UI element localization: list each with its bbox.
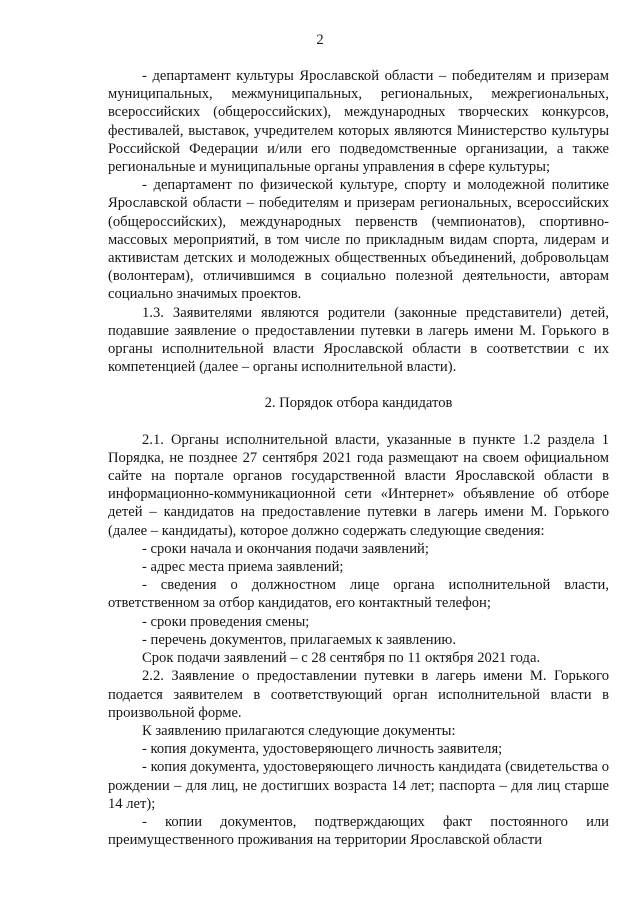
list-item-official: - сведения о должностном лице органа исполнительной власти, ответственном за отбор кандидатов, его контактный телефон; [108,577,609,612]
list-item-documents: - перечень документов, прилагаемых к заявлению. [142,631,456,648]
list-item-deadlines: - сроки начала и окончания подачи заявлений; [142,540,429,557]
list-item-address: - адрес места приема заявлений; [142,559,344,576]
document-body [108,67,609,849]
paragraph-attachments: К заявлению прилагаются следующие документы: [142,722,456,739]
list-item-session-dates: - сроки проведения смены; [142,613,310,630]
paragraph-1-3: 1.3. Заявителями являются родители (законные представители) детей, подавшие заявление о предоставлении путевки в лагерь имени М. Горького в органы исполнительной власти Ярославской области в соответствии с их компетенцией (далее – органы исполнительной власти). [108,304,609,376]
paragraph-sport-department: - департамент по физической культуре, спорту и молодежной политике Ярославской области – победителям и призерам региональных, всероссийских (общероссийских), международных первенств (чемпионатов), спортивно-массовых мероприятий, в том числе по прикладным видам спорта, лидерам и активистам детских и молодежных общественных объединений, добровольцам (волонтерам), отличившимся в социально полезной деятельности, авторам социально значимых проектов. [108,177,609,303]
paragraph-submission-period: Срок подачи заявлений – с 28 сентября по 11 октября 2021 года. [142,650,541,667]
list-item-candidate-id: - копия документа, удостоверяющего личность кандидата (свидетельства о рождении – для лиц, не достигших возраста 14 лет; паспорта – для лиц старше 14 лет); [108,759,609,812]
paragraph-culture-department: - департамент культуры Ярославской области – победителям и призерам муниципальных, межмуниципальных, региональных, межрегиональных, всероссийских (общероссийских), международных творческих конкурсов, фестивалей, выставок, учредителем которых являются Министерство культуры Российской Федерации и/или его подведомственные организации, а также региональные и муниципальные органы управления в сфере культуры; [108,68,609,176]
list-item-applicant-id: - копия документа, удостоверяющего личность заявителя; [142,741,503,758]
paragraph-2-2: 2.2. Заявление о предоставлении путевки в лагерь имени М. Горького подается заявителем в соответствующий орган исполнительной власти в произвольной форме. [108,668,609,721]
list-item-residence-proof: - копии документов, подтверждающих факт постоянного или преимущественного проживания на территории Ярославской области [108,813,609,849]
page-number: 2 [316,32,324,48]
paragraph-2-1: 2.1. Органы исполнительной власти, указанные в пункте 1.2 раздела 1 Порядка, не позднее 27 сентября 2021 года размещают на своем официальном сайте на портале органов государственной власти Ярославской области в информационно-коммуникационной сети «Интернет» объявление об отборе детей – кандидатов на предоставление путевки в лагерь имени М. Горького (далее – кандидаты), которое должно содержать следующие сведения: [108,431,609,539]
section-heading: 2. Порядок отбора кандидатов [264,395,453,412]
